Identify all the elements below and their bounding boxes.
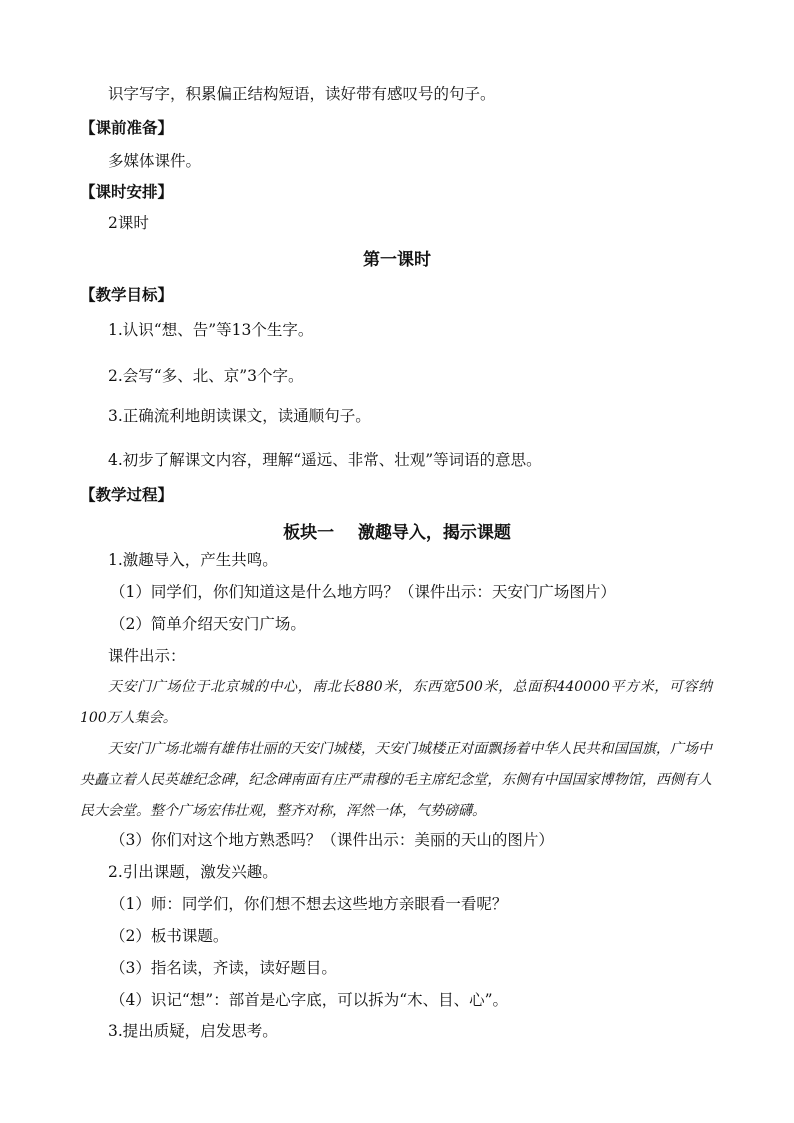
callout-paragraph-2: 天安门广场北端有雄伟壮丽的天安门城楼，天安门城楼正对面飘扬着中华人民共和国国旗，广场中央矗立着人民英雄纪念碑，纪念碑南面有庄严肃穆的毛主席纪念堂，东侧有中国国家博物馆，西侧有人民大会堂。整个广场宏伟壮观，整齐对称，浑然一体，气势磅礴。 [80, 741, 712, 819]
goal-item: 4.初步了解课文内容，理解“遥远、非常、壮观”等词语的意思。 [108, 451, 542, 469]
intro-line: 识字写字，积累偏正结构短语，读好带有感叹号的句子。 [108, 85, 496, 103]
prep-heading: 【课前准备】 [80, 119, 174, 137]
show-label: 课件出示： [108, 647, 186, 665]
step-2-3: （3）指名读，齐读，读好题目。 [110, 959, 337, 977]
prep-text: 多媒体课件。 [108, 152, 202, 170]
step-2-4: （4）识记“想”：部首是心字底，可以拆为“木、目、心”。 [110, 991, 509, 1009]
block-title: 板块一 激趣导入，揭示课题 [283, 523, 511, 543]
goal-item: 2.会写“多、北、京”3个字。 [108, 367, 304, 385]
goal-item: 1.认识“想、告”等13个生字。 [108, 321, 314, 339]
lesson-title: 第一课时 [363, 250, 431, 270]
process-heading: 【教学过程】 [80, 486, 174, 504]
step-2-1: （1）师：同学们，你们想不想去这些地方亲眼看一看呢？ [110, 895, 508, 913]
step-2-2: （2）板书课题。 [110, 927, 229, 945]
callout-paragraph-1: 天安门广场位于北京城的中心，南北长880米，东西宽500米，总面积440000平方米，可容纳100万人集会。 [80, 679, 712, 726]
step-1-1: （1）同学们，你们知道这是什么地方吗？（课件出示：天安门广场图片） [110, 583, 616, 601]
step-1: 1.激趣导入，产生共鸣。 [108, 551, 278, 569]
goal-item: 3.正确流利地朗读课文，读通顺句子。 [108, 407, 371, 425]
schedule-text: 2课时 [108, 214, 149, 232]
step-3: 3.提出质疑，启发思考。 [108, 1022, 278, 1040]
step-2: 2.引出课题，激发兴趣。 [108, 863, 278, 881]
schedule-heading: 【课时安排】 [80, 183, 174, 201]
step-1-3: （3）你们对这个地方熟悉吗？（课件出示：美丽的天山的图片） [110, 831, 554, 849]
step-1-2: （2）简单介绍天安门广场。 [110, 615, 306, 633]
goals-heading: 【教学目标】 [80, 286, 174, 304]
